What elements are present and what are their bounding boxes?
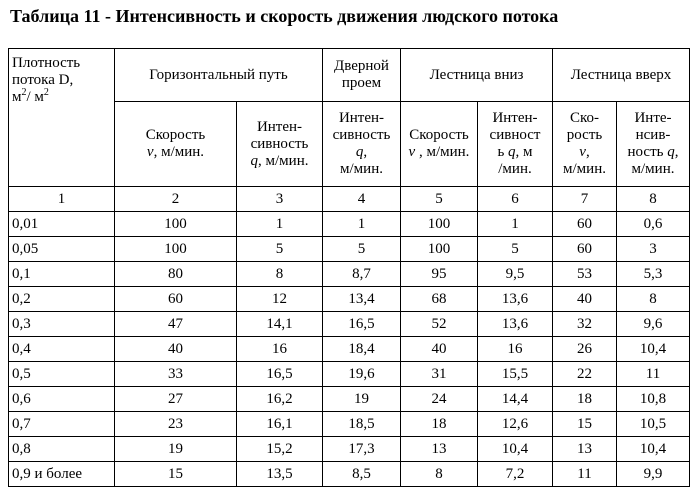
value-cell: 12	[237, 287, 323, 312]
table-row	[9, 212, 690, 237]
value-cell: 15,5	[478, 362, 553, 387]
density-cell: 0,5	[9, 362, 115, 387]
sub-sd-intensity	[478, 102, 553, 187]
sub-door-intensity-label: Интен- сивность	[332, 110, 391, 143]
density-header-line1: Плотность	[12, 55, 81, 71]
value-cell: 24	[401, 387, 478, 412]
table-row	[9, 437, 690, 462]
density-unit-exp1: 2	[21, 87, 27, 98]
sub-sd-intensity-label: Интен- сивност ь	[489, 110, 541, 160]
table-title: Таблица 11 - Интенсивность и скорость движения людского потока	[10, 6, 559, 26]
sub-su-speed-unit: , м/мин.	[563, 144, 606, 177]
sub-h-intensity-unit: , м/мин.	[258, 152, 309, 169]
value-cell: 19,6	[323, 362, 401, 387]
sub-sd-speed	[401, 102, 478, 187]
value-cell: 16,5	[237, 362, 323, 387]
header-row-groups	[9, 49, 690, 102]
value-cell: 11	[553, 462, 617, 487]
value-cell: 16	[478, 337, 553, 362]
sub-h-intensity-var: q	[250, 152, 259, 169]
density-cell: 0,9 и более	[9, 462, 115, 487]
sub-h-speed	[115, 102, 237, 187]
table-row	[9, 362, 690, 387]
value-cell: 10,4	[617, 337, 690, 362]
sub-h-speed-var: v	[146, 144, 154, 160]
sub-sd-speed-var: v	[408, 144, 416, 160]
value-cell: 32	[553, 312, 617, 337]
value-cell: 18	[401, 412, 478, 437]
column-number: 1	[9, 187, 115, 212]
value-cell: 100	[401, 212, 478, 237]
value-cell: 8,5	[323, 462, 401, 487]
value-cell: 13,4	[323, 287, 401, 312]
table-row	[9, 237, 690, 262]
value-cell: 14,4	[478, 387, 553, 412]
group-stairs-down: Лестница вниз	[401, 49, 553, 102]
value-cell: 5	[478, 237, 553, 262]
value-cell: 13,6	[478, 287, 553, 312]
value-cell: 31	[401, 362, 478, 387]
value-cell: 95	[401, 262, 478, 287]
value-cell: 9,9	[617, 462, 690, 487]
value-cell: 15	[553, 412, 617, 437]
value-cell: 15	[115, 462, 237, 487]
value-cell: 8	[401, 462, 478, 487]
density-unit-exp2: 2	[43, 87, 49, 98]
group-stairs-up: Лестница вверх	[553, 49, 690, 102]
value-cell: 11	[617, 362, 690, 387]
density-cell: 0,05	[9, 237, 115, 262]
data-body	[9, 212, 690, 487]
sub-su-speed-var: v	[579, 144, 586, 160]
value-cell: 0,6	[617, 212, 690, 237]
value-cell: 23	[115, 412, 237, 437]
density-unit-base: м	[12, 89, 22, 105]
column-number-row	[9, 187, 690, 212]
sub-h-speed-unit: , м/мин.	[153, 144, 205, 160]
value-cell: 22	[553, 362, 617, 387]
value-cell: 18,4	[323, 337, 401, 362]
value-cell: 13	[553, 437, 617, 462]
sub-su-speed	[553, 102, 617, 187]
sub-su-intensity-label: Инте- нсив- ность	[627, 110, 672, 160]
sub-sd-speed-unit: , м/мин.	[415, 144, 470, 160]
value-cell: 9,6	[617, 312, 690, 337]
value-cell: 10,5	[617, 412, 690, 437]
value-cell: 26	[553, 337, 617, 362]
sub-door-intensity-var: q	[355, 144, 364, 160]
table-row	[9, 312, 690, 337]
value-cell: 27	[115, 387, 237, 412]
value-cell: 53	[553, 262, 617, 287]
value-cell: 18	[553, 387, 617, 412]
sub-su-intensity	[617, 102, 690, 187]
value-cell: 16,1	[237, 412, 323, 437]
value-cell: 8	[237, 262, 323, 287]
value-cell: 60	[553, 237, 617, 262]
sub-sd-intensity-var: q	[508, 144, 516, 160]
sub-su-speed-label: Ско- рость	[566, 110, 603, 143]
value-cell: 14,1	[237, 312, 323, 337]
sub-h-speed-label: Скорость	[145, 127, 206, 143]
group-door: Дверной проем	[323, 49, 401, 102]
flow-table-container	[8, 48, 690, 487]
density-cell: 0,1	[9, 262, 115, 287]
value-cell: 8,7	[323, 262, 401, 287]
value-cell: 1	[237, 212, 323, 237]
table-row	[9, 387, 690, 412]
value-cell: 15,2	[237, 437, 323, 462]
density-cell: 0,7	[9, 412, 115, 437]
density-cell: 0,3	[9, 312, 115, 337]
value-cell: 40	[553, 287, 617, 312]
density-cell: 0,4	[9, 337, 115, 362]
flow-table	[8, 48, 690, 487]
value-cell: 7,2	[478, 462, 553, 487]
value-cell: 17,3	[323, 437, 401, 462]
value-cell: 9,5	[478, 262, 553, 287]
table-row	[9, 412, 690, 437]
density-header	[9, 49, 115, 187]
sub-sd-intensity-unit: , м /мин.	[498, 144, 533, 177]
value-cell: 40	[401, 337, 478, 362]
value-cell: 19	[323, 387, 401, 412]
column-number: 6	[478, 187, 553, 212]
sub-door-intensity	[323, 102, 401, 187]
value-cell: 40	[115, 337, 237, 362]
table-row	[9, 462, 690, 487]
density-unit	[12, 89, 49, 105]
value-cell: 19	[115, 437, 237, 462]
value-cell: 18,5	[323, 412, 401, 437]
sub-sd-speed-label: Скорость	[409, 127, 469, 143]
density-cell: 0,01	[9, 212, 115, 237]
value-cell: 68	[401, 287, 478, 312]
value-cell: 1	[478, 212, 553, 237]
value-cell: 13,6	[478, 312, 553, 337]
value-cell: 80	[115, 262, 237, 287]
value-cell: 47	[115, 312, 237, 337]
value-cell: 100	[401, 237, 478, 262]
value-cell: 16,5	[323, 312, 401, 337]
density-cell: 0,6	[9, 387, 115, 412]
density-unit-sep: / м	[26, 89, 44, 105]
value-cell: 10,4	[617, 437, 690, 462]
value-cell: 3	[617, 237, 690, 262]
density-header-line2: потока D,	[12, 72, 74, 88]
value-cell: 13,5	[237, 462, 323, 487]
value-cell: 13	[401, 437, 478, 462]
column-number: 2	[115, 187, 237, 212]
value-cell: 33	[115, 362, 237, 387]
value-cell: 100	[115, 237, 237, 262]
column-number: 4	[323, 187, 401, 212]
value-cell: 1	[323, 212, 401, 237]
value-cell: 10,8	[617, 387, 690, 412]
table-row	[9, 287, 690, 312]
sub-h-intensity	[237, 102, 323, 187]
value-cell: 5	[323, 237, 401, 262]
value-cell: 60	[553, 212, 617, 237]
sub-door-intensity-unit: , м/мин.	[340, 144, 383, 177]
value-cell: 10,4	[478, 437, 553, 462]
sub-su-intensity-unit: , м/мин.	[631, 144, 679, 177]
density-cell: 0,2	[9, 287, 115, 312]
sub-su-intensity-var: q	[667, 144, 675, 160]
value-cell: 60	[115, 287, 237, 312]
column-number: 3	[237, 187, 323, 212]
column-number: 5	[401, 187, 478, 212]
value-cell: 100	[115, 212, 237, 237]
value-cell: 16,2	[237, 387, 323, 412]
value-cell: 5	[237, 237, 323, 262]
sub-h-intensity-label: Интен- сивность	[250, 118, 309, 152]
table-row	[9, 262, 690, 287]
group-horizontal: Горизонтальный путь	[115, 49, 323, 102]
value-cell: 8	[617, 287, 690, 312]
table-row	[9, 337, 690, 362]
value-cell: 52	[401, 312, 478, 337]
density-cell: 0,8	[9, 437, 115, 462]
value-cell: 5,3	[617, 262, 690, 287]
value-cell: 16	[237, 337, 323, 362]
value-cell: 12,6	[478, 412, 553, 437]
column-number: 8	[617, 187, 690, 212]
column-number: 7	[553, 187, 617, 212]
